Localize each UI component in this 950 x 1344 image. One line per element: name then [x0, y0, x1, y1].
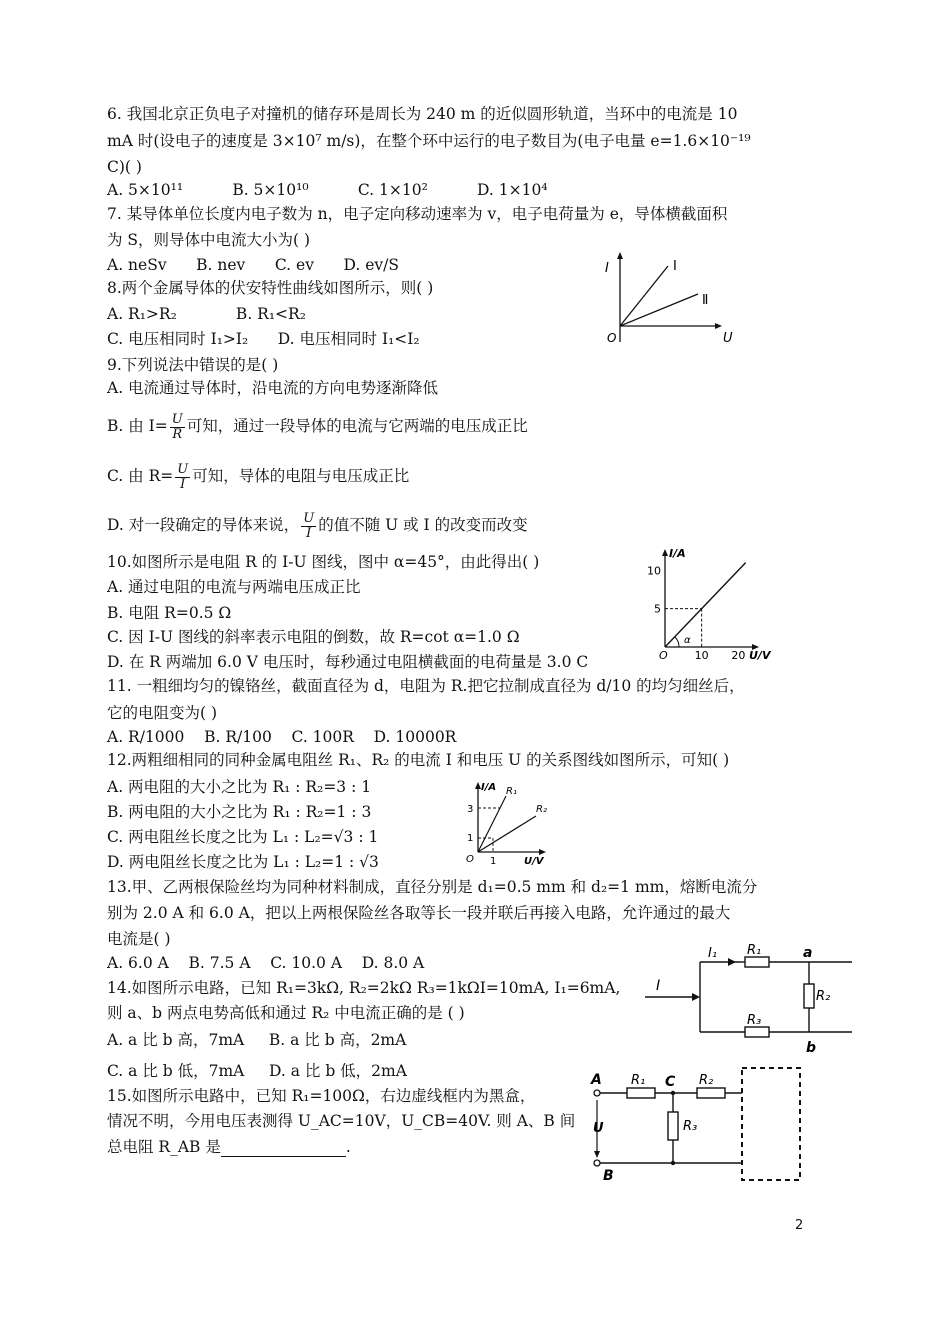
q12-option-c: C. 两电阻丝长度之比为 L₁ : L₂=√3 : 1	[107, 828, 379, 846]
q8-origin: O	[607, 331, 617, 345]
q14-options-cd: C. a 比 b 低，7mA D. a 比 b 低，2mA	[107, 1062, 407, 1080]
q14-line2: 则 a、b 两点电势高低和通过 R₂ 中电流正确的是 ( )	[107, 1004, 465, 1022]
q9-option-b-num: U	[171, 411, 183, 427]
q14-label-r2: R₂	[816, 989, 831, 1004]
q12-y-tick-3: 3	[467, 804, 474, 815]
q15-line3-end: .	[345, 1138, 351, 1156]
q9-option-c	[107, 460, 409, 492]
q10-stem: 10.如图所示是电阻 R 的 I-U 图线，图中 α=45°，由此得出( )	[107, 553, 540, 571]
q12-stem: 12.两粗细相同的同种金属电阻丝 R₁、R₂ 的电流 I 和电压 U 的关系图线如图所示，可知( )	[107, 751, 730, 769]
q10-y-label: I/A	[669, 547, 686, 560]
q10-y-tick: 10	[647, 564, 661, 578]
q9-option-a: A. 电流通过导体时，沿电流的方向电势逐渐降低	[107, 379, 439, 397]
q15-voltage-u: U	[593, 1121, 604, 1136]
q12-x-label: U/V	[524, 856, 544, 867]
q9-option-c-post: 可知，导体的电阻与电压成正比	[192, 467, 410, 485]
q7-options: A. neSv B. nev C. ev D. ev/S	[107, 256, 400, 274]
q10-x-tick: 10	[694, 649, 709, 662]
q15-node-c: C	[665, 1074, 676, 1090]
q14-line1: 14.如图所示电路，已知 R₁=3kΩ, R₂=2kΩ R₃=1kΩI=10mA, I₁=6mA,	[107, 979, 621, 997]
q15-label-r2: R₂	[699, 1073, 714, 1088]
q10-iu-chart	[645, 545, 775, 665]
q8-options-cd: C. 电压相同时 I₁>I₂ D. 电压相同时 I₁<I₂	[107, 330, 420, 348]
q9-stem: 9.下列说法中错误的是( )	[107, 356, 279, 374]
q15-line3-text: 总电阻 R_AB 是	[107, 1138, 221, 1156]
q12-option-d: D. 两电阻丝长度之比为 L₁ : L₂=1 : √3	[107, 853, 379, 871]
q10-option-a: A. 通过电阻的电流与两端电压成正比	[107, 578, 361, 596]
q13-line1: 13.甲、乙两根保险丝均为同种材料制成，直径分别是 d₁=0.5 mm 和 d₂=1 mm，熔断电流分	[107, 878, 758, 896]
q15-circuit	[585, 1060, 815, 1190]
q10-x-label: U/V	[749, 649, 771, 662]
q14-resistor-r3	[745, 1027, 769, 1037]
q8-stem: 8.两个金属导体的伏安特性曲线如图所示，则( )	[107, 279, 434, 297]
q13-line2: 别为 2.0 A 和 6.0 A，把以上两根保险丝各取等长一段并联后再接入电路，允许通过的最大	[107, 904, 731, 922]
q8-iu-graph	[595, 250, 745, 355]
q15-resistor-r2	[697, 1088, 725, 1098]
q9-option-c-num: U	[177, 461, 189, 477]
q10-angle-arc	[675, 637, 679, 647]
q13-options: A. 6.0 A B. 7.5 A C. 10.0 A D. 8.0 A	[107, 954, 425, 972]
q12-option-b: B. 两电阻的大小之比为 R₁ : R₂=1 : 3	[107, 803, 372, 821]
q12-y-tick-1: 1	[467, 833, 474, 844]
q10-y-arrow	[662, 549, 668, 556]
q14-label-i1: I₁	[708, 946, 718, 961]
q14-label-i: I	[656, 978, 661, 994]
q12-origin: O	[466, 854, 474, 865]
q7-line2: 为 S，则导体中电流大小为( )	[107, 231, 311, 249]
q8-line-1	[620, 266, 668, 326]
q8-line-2-label: Ⅱ	[702, 293, 709, 308]
q15-answer-blank	[221, 1142, 346, 1157]
q15-line3	[107, 1137, 351, 1157]
q15-line2: 情况不明，今用电压表测得 U_AC=10V，U_CB=40V. 则 A、B 间	[107, 1112, 576, 1130]
q12-r2-label: R₂	[536, 804, 547, 815]
q15-label-r3: R₃	[683, 1119, 698, 1134]
q10-option-d: D. 在 R 两端加 6.0 V 电压时，每秒通过电阻横截面的电荷量是 3.0 C	[107, 653, 589, 671]
q9-option-b-den: R	[172, 426, 183, 442]
q9-option-d-num: U	[303, 510, 315, 526]
q15-node-b: B	[603, 1168, 614, 1184]
q9-option-d-fraction	[301, 512, 316, 541]
q9-option-d-post: 的值不随 U 或 I 的改变而改变	[318, 516, 528, 534]
q14-node-a: a	[803, 945, 813, 961]
q8-line-1-label: I	[673, 259, 677, 274]
q6-options: A. 5×10¹¹ B. 5×10¹⁰ C. 1×10² D. 1×10⁴	[107, 181, 548, 199]
q15-black-box	[742, 1068, 800, 1180]
q9-option-b	[107, 410, 528, 442]
q14-resistor-r1	[745, 957, 769, 967]
q6-line1: 6. 我国北京正负电子对撞机的储存环是周长为 240 m 的近似圆形轨道，当环中的电流是 10	[107, 105, 738, 123]
q12-r1-label: R₁	[506, 786, 517, 797]
q8-x-label: U	[723, 331, 733, 346]
q15-resistor-r3	[668, 1112, 678, 1140]
q15-resistor-r1	[627, 1088, 655, 1098]
q9-option-c-fraction	[175, 463, 190, 492]
q12-y-label: I/A	[481, 782, 497, 793]
q10-origin: O	[659, 649, 668, 662]
q12-option-a: A. 两电阻的大小之比为 R₁ : R₂=3 : 1	[107, 778, 372, 796]
q10-option-b: B. 电阻 R=0.5 Ω	[107, 604, 232, 622]
q9-option-c-pre: C. 由 R=	[107, 467, 174, 485]
q8-y-label: I	[605, 261, 609, 276]
q9-option-d	[107, 509, 528, 541]
page-number: 2	[795, 1218, 804, 1233]
q14-options-ab: A. a 比 b 高，7mA B. a 比 b 高，2mA	[107, 1031, 407, 1049]
q13-line3: 电流是( )	[107, 930, 171, 948]
q11-line2: 它的电阻变为( )	[107, 704, 218, 722]
q10-series-line	[665, 563, 746, 647]
q14-label-r3: R₃	[747, 1013, 762, 1028]
q15-label-r1: R₁	[631, 1073, 646, 1088]
q9-option-d-pre: D. 对一段确定的导体来说，	[107, 516, 300, 534]
q10-option-c: C. 因 I-U 图线的斜率表示电阻的倒数，故 R=cot α=1.0 Ω	[107, 628, 520, 646]
q8-line-2	[620, 294, 698, 326]
q9-option-b-post: 可知，通过一段导体的电流与它两端的电压成正比	[186, 417, 528, 435]
q14-node-b: b	[806, 1040, 817, 1056]
q12-x-tick-1: 1	[490, 856, 497, 867]
q10-x-tick: 20	[731, 649, 746, 662]
q9-option-c-den: I	[180, 476, 186, 492]
q9-option-b-pre: B. 由 I=	[107, 417, 168, 435]
q9-option-b-fraction	[170, 413, 185, 442]
q10-y-tick: 5	[654, 602, 661, 616]
q14-resistor-r2	[804, 984, 814, 1008]
q6-line2: mA 时(设电子的速度是 3×10⁷ m/s)，在整个环中运行的电子数目为(电子电量 e=1.6×10⁻¹⁹	[107, 132, 751, 150]
q12-iu-graph	[460, 778, 560, 868]
q8-options-ab: A. R₁>R₂ B. R₁<R₂	[107, 305, 306, 323]
q15-node-a: A	[591, 1072, 602, 1088]
q15-line1: 15.如图所示电路中，已知 R₁=100Ω，右边虚线框内为黑盒，	[107, 1087, 536, 1105]
q10-angle-label: α	[684, 635, 691, 646]
q6-line3: C)( )	[107, 158, 142, 176]
q11-line1: 11. 一粗细均匀的镍铬丝，截面直径为 d，电阻为 R.把它拉制成直径为 d/10 的均匀细丝后，	[107, 677, 745, 695]
q14-label-r1: R₁	[747, 943, 762, 958]
q9-option-d-den: I	[306, 525, 312, 541]
q7-line1: 7. 某导体单位长度内电子数为 n，电子定向移动速率为 v，电子电荷量为 e，导体横截面积	[107, 205, 728, 223]
q14-circuit	[640, 940, 860, 1060]
q11-options: A. R/1000 B. R/100 C. 100R D. 10000R	[107, 728, 457, 746]
